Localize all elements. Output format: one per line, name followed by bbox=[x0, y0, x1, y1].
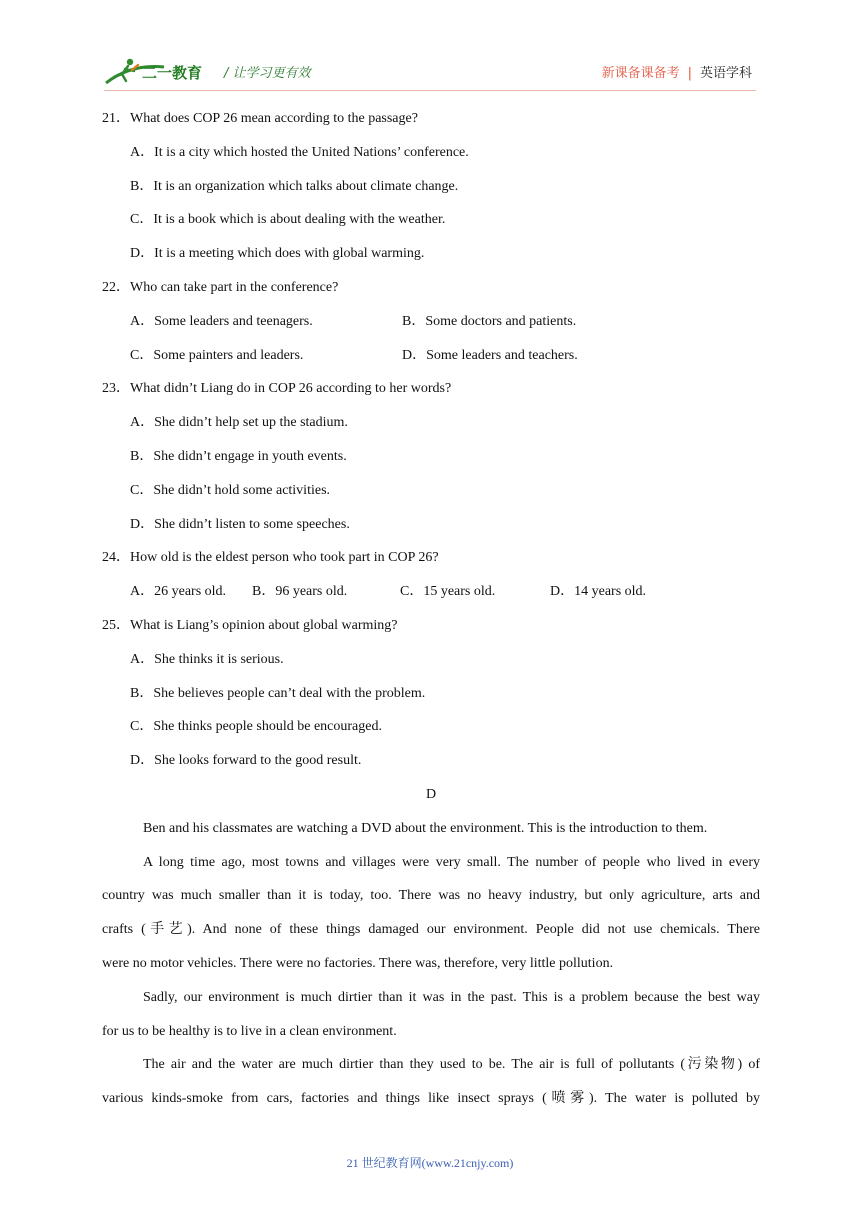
option-text: It is a meeting which does with global warming. bbox=[154, 246, 425, 262]
logo-text: 二一教育 bbox=[142, 64, 203, 82]
option-row bbox=[102, 575, 760, 609]
option bbox=[102, 440, 760, 474]
option-text: It is a book which is about dealing with the weather. bbox=[153, 212, 446, 228]
subject-label: 英语学科 bbox=[699, 66, 752, 81]
option-text: It is an organization which talks about climate change. bbox=[153, 178, 459, 194]
option bbox=[252, 575, 400, 609]
option-label: B． bbox=[130, 685, 154, 701]
option-text: Some doctors and patients. bbox=[425, 313, 577, 329]
option-label: C． bbox=[130, 347, 154, 363]
option-label: A． bbox=[130, 313, 155, 329]
question-number: 24． bbox=[102, 550, 130, 566]
question-number: 23． bbox=[102, 381, 130, 397]
section-heading: D bbox=[425, 786, 437, 802]
passage-line: The air and the water are much dirtier than they used to be. The air is full of pollutants (污染物) of bbox=[143, 1057, 760, 1073]
course-label: 新课备课备考 bbox=[601, 66, 680, 81]
option-text: 15 years old. bbox=[423, 584, 496, 600]
option-label: A． bbox=[130, 144, 155, 160]
option bbox=[102, 643, 760, 677]
question-text: How old is the eldest person who took part in COP 26? bbox=[130, 550, 439, 566]
option-label: A． bbox=[130, 651, 155, 667]
option-label: B． bbox=[402, 313, 426, 329]
option bbox=[130, 575, 252, 609]
option-text: Some painters and leaders. bbox=[153, 347, 304, 363]
question-text: What does COP 26 mean according to the passage? bbox=[130, 111, 418, 126]
option-row bbox=[102, 339, 760, 373]
passage-line: for us to be healthy is to live in a clean environment. bbox=[102, 1023, 397, 1039]
option-label: B． bbox=[130, 448, 154, 464]
question-25 bbox=[102, 609, 760, 643]
question-21 bbox=[102, 102, 760, 136]
option-text: She didn’t engage in youth events. bbox=[153, 448, 347, 464]
option-text: She didn’t hold some activities. bbox=[153, 482, 331, 498]
question-text: What didn’t Liang do in COP 26 according to her words? bbox=[130, 381, 452, 397]
page-footer: 21 世纪教育网(www.21cnjy.com) bbox=[346, 1156, 514, 1170]
option-label: D． bbox=[130, 753, 155, 769]
header-divider bbox=[104, 90, 756, 91]
option-label: C． bbox=[130, 719, 154, 735]
passage-line: were no motor vehicles. There were no factories. There was, therefore, very little pollution. bbox=[102, 955, 614, 971]
question-number: 25． bbox=[102, 617, 130, 633]
option-label: D． bbox=[130, 246, 155, 262]
passage-line: Sadly, our environment is much dirtier than it was in the past. This is a problem because the best way bbox=[143, 989, 760, 1005]
option-text: She thinks people should be encouraged. bbox=[153, 719, 382, 735]
option bbox=[102, 136, 760, 170]
passage-line: Ben and his classmates are watching a DVD about the environment. This is the introduction to them. bbox=[143, 820, 708, 836]
option bbox=[102, 677, 760, 711]
document-body bbox=[102, 102, 760, 1116]
option bbox=[102, 170, 760, 204]
option-text: She thinks it is serious. bbox=[154, 651, 284, 667]
option bbox=[130, 339, 402, 373]
option-text: Some leaders and teenagers. bbox=[154, 313, 313, 329]
option-label: D． bbox=[130, 516, 155, 532]
option bbox=[402, 339, 578, 373]
option-label: C． bbox=[130, 212, 154, 228]
option bbox=[130, 305, 402, 339]
header-separator: | bbox=[687, 66, 692, 81]
question-23 bbox=[102, 372, 760, 406]
option-row bbox=[102, 305, 760, 339]
option-text: She looks forward to the good result. bbox=[154, 753, 362, 769]
passage-line: country was much smaller than it is today, too. There was no heavy industry, but only agriculture, arts and bbox=[102, 888, 760, 904]
passage-line: various kinds-smoke from cars, factories and things like insect sprays (喷雾). The water is polluted by bbox=[102, 1091, 760, 1107]
option-label: C． bbox=[400, 584, 424, 600]
option-text: She believes people can’t deal with the problem. bbox=[153, 685, 426, 701]
question-text: What is Liang’s opinion about global warming? bbox=[130, 617, 398, 633]
option bbox=[102, 203, 760, 237]
option-text: 26 years old. bbox=[154, 584, 227, 600]
option bbox=[102, 406, 760, 440]
option-label: B． bbox=[130, 178, 154, 194]
question-24 bbox=[102, 541, 760, 575]
page-header bbox=[0, 0, 860, 100]
option-text: 96 years old. bbox=[275, 584, 348, 600]
option bbox=[102, 710, 760, 744]
option-label: C． bbox=[130, 482, 154, 498]
option-text: Some leaders and teachers. bbox=[426, 347, 578, 363]
option bbox=[102, 474, 760, 508]
option bbox=[102, 508, 760, 542]
question-number: 21． bbox=[102, 111, 130, 126]
option bbox=[550, 575, 646, 609]
question-text: Who can take part in the conference? bbox=[130, 279, 339, 295]
option-label: A． bbox=[130, 584, 155, 600]
option bbox=[400, 575, 550, 609]
option-label: A． bbox=[130, 415, 155, 431]
option-text: She didn’t listen to some speeches. bbox=[154, 516, 350, 532]
option-text: 14 years old. bbox=[574, 584, 647, 600]
option-text: It is a city which hosted the United Nations’ conference. bbox=[154, 144, 469, 160]
option bbox=[102, 237, 760, 271]
question-22 bbox=[102, 271, 760, 305]
option-text: She didn’t help set up the stadium. bbox=[154, 415, 348, 431]
option-label: D． bbox=[550, 584, 575, 600]
option bbox=[102, 744, 760, 778]
passage-line: A long time ago, most towns and villages were very small. The number of people who lived in every bbox=[143, 854, 760, 870]
option-label: B． bbox=[252, 584, 276, 600]
passage-line: crafts (手艺). And none of these things damaged our environment. People did not use chemicals. There bbox=[102, 922, 760, 938]
option bbox=[402, 305, 576, 339]
option-label: D． bbox=[402, 347, 427, 363]
header-slogan: / 让学习更有效 bbox=[224, 66, 311, 81]
header-right bbox=[602, 62, 752, 81]
question-number: 22． bbox=[102, 279, 130, 295]
